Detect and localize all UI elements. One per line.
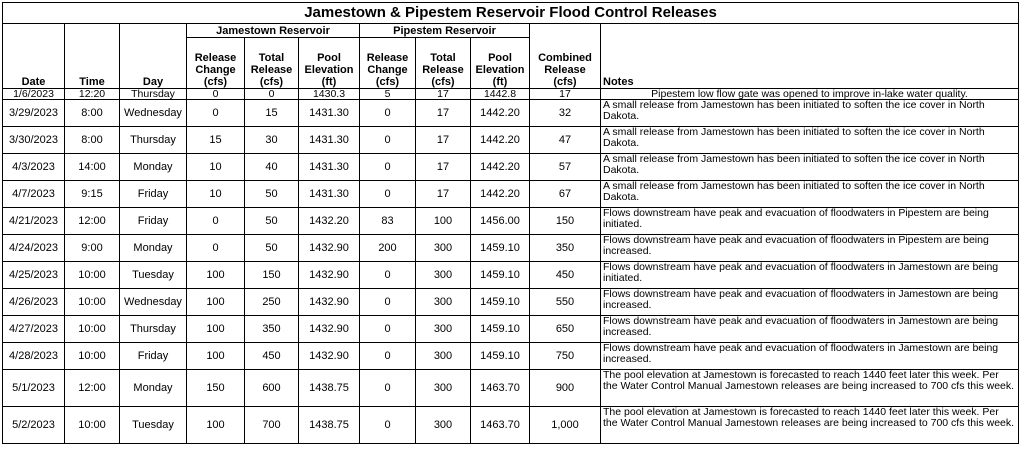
day-cell: Thursday [120,126,187,153]
notes-cell: A small release from Jamestown has been initiated to soften the ice cover in North Dakota. [601,180,1019,207]
notes-cell: The pool elevation at Jamestown is forecasted to reach 1440 feet later this week. Per the Water Control Manual Jamestown releases are being increased to 700 cfs this week. [601,406,1019,443]
jamestown-release-change-cell: 100 [187,288,245,315]
jamestown-group-header: Jamestown Reservoir [187,24,360,38]
jamestown-total-release-cell: 40 [245,153,299,180]
pipestem-pool-elevation-cell: 1463.70 [471,406,530,443]
notes-cell: Pipestem low flow gate was opened to improve in-lake water quality. [601,88,1019,99]
pipestem-release-change-cell: 0 [360,99,416,126]
pipestem-total-release-cell: 300 [416,406,471,443]
pipestem-total-release-cell: 17 [416,88,471,99]
jamestown-release-change-cell: 0 [187,207,245,234]
pipestem-release-change-cell: 0 [360,315,416,342]
pipestem-pool-elevation-header: Pool Elevation (ft) [471,38,530,89]
date-cell: 3/29/2023 [3,99,65,126]
jamestown-pool-elevation-header: Pool Elevation (ft) [299,38,360,89]
pipestem-total-release-cell: 17 [416,126,471,153]
time-header: Time [65,38,120,89]
combined-release-cell: 900 [530,369,601,406]
jamestown-total-release-cell: 50 [245,180,299,207]
jamestown-total-release-cell: 15 [245,99,299,126]
notes-cell: Flows downstream have peak and evacuation of floodwaters in Jamestown are being initiated. [601,261,1019,288]
jamestown-pool-elevation-cell: 1432.90 [299,288,360,315]
pipestem-pool-elevation-cell: 1442.20 [471,99,530,126]
day-cell: Monday [120,153,187,180]
jamestown-release-change-cell: 0 [187,99,245,126]
pipestem-release-change-header: Release Change (cfs) [360,38,416,89]
jamestown-pool-elevation-cell: 1431.30 [299,180,360,207]
notes-cell: Flows downstream have peak and evacuation of floodwaters in Pipestem are being initiated. [601,207,1019,234]
combined-release-cell: 650 [530,315,601,342]
pipestem-pool-elevation-cell: 1442.8 [471,88,530,99]
table-row [3,180,1019,207]
time-cell: 10:00 [65,261,120,288]
jamestown-release-change-cell: 150 [187,369,245,406]
table-row [3,315,1019,342]
jamestown-release-change-cell: 100 [187,406,245,443]
pipestem-total-release-cell: 100 [416,207,471,234]
jamestown-release-change-cell: 100 [187,315,245,342]
date-cell: 4/24/2023 [3,234,65,261]
jamestown-total-release-cell: 50 [245,234,299,261]
jamestown-release-change-cell: 10 [187,180,245,207]
day-cell: Friday [120,342,187,369]
pipestem-total-release-cell: 300 [416,315,471,342]
jamestown-pool-elevation-cell: 1432.90 [299,234,360,261]
jamestown-pool-elevation-cell: 1430.3 [299,88,360,99]
jamestown-pool-elevation-cell: 1431.30 [299,99,360,126]
date-cell: 1/6/2023 [3,88,65,99]
time-cell: 9:15 [65,180,120,207]
pipestem-total-release-cell: 300 [416,342,471,369]
day-cell: Monday [120,369,187,406]
table-row [3,207,1019,234]
pipestem-release-change-cell: 83 [360,207,416,234]
day-cell: Tuesday [120,406,187,443]
pipestem-total-release-cell: 300 [416,288,471,315]
date-cell: 4/26/2023 [3,288,65,315]
table-row [3,153,1019,180]
pipestem-release-change-cell: 0 [360,369,416,406]
jamestown-total-release-cell: 700 [245,406,299,443]
notes-cell: Flows downstream have peak and evacuation of floodwaters in Jamestown are being increased. [601,342,1019,369]
pipestem-pool-elevation-cell: 1456.00 [471,207,530,234]
time-cell: 12:20 [65,88,120,99]
day-cell: Wednesday [120,99,187,126]
day-cell: Tuesday [120,261,187,288]
notes-cell: The pool elevation at Jamestown is forecasted to reach 1440 feet later this week. Per the Water Control Manual Jamestown releases are being increased to 700 cfs this week. [601,369,1019,406]
pipestem-total-release-cell: 17 [416,180,471,207]
date-cell: 5/1/2023 [3,369,65,406]
pipestem-release-change-cell: 0 [360,261,416,288]
time-cell: 10:00 [65,315,120,342]
jamestown-total-release-cell: 250 [245,288,299,315]
time-cell: 12:00 [65,207,120,234]
date-cell: 4/27/2023 [3,315,65,342]
combined-release-cell: 150 [530,207,601,234]
notes-cell: A small release from Jamestown has been initiated to soften the ice cover in North Dakota. [601,99,1019,126]
combined-release-cell: 1,000 [530,406,601,443]
jamestown-pool-elevation-cell: 1432.90 [299,315,360,342]
date-cell: 4/7/2023 [3,180,65,207]
combined-release-cell: 57 [530,153,601,180]
pipestem-pool-elevation-cell: 1442.20 [471,180,530,207]
pipestem-total-release-cell: 17 [416,99,471,126]
notes-header: Notes [601,38,1019,89]
day-cell: Wednesday [120,288,187,315]
time-cell: 10:00 [65,406,120,443]
pipestem-total-release-cell: 300 [416,234,471,261]
flood-release-table [2,2,1019,444]
table-row [3,369,1019,406]
pipestem-release-change-cell: 0 [360,288,416,315]
jamestown-total-release-cell: 450 [245,342,299,369]
date-cell: 4/3/2023 [3,153,65,180]
jamestown-release-change-cell: 100 [187,261,245,288]
pipestem-release-change-cell: 0 [360,406,416,443]
pipestem-group-header: Pipestem Reservoir [360,24,530,38]
combined-release-cell: 450 [530,261,601,288]
pipestem-release-change-cell: 0 [360,342,416,369]
jamestown-pool-elevation-cell: 1438.75 [299,406,360,443]
table-row [3,406,1019,443]
day-cell: Friday [120,180,187,207]
time-cell: 9:00 [65,234,120,261]
day-cell: Thursday [120,315,187,342]
pipestem-release-change-cell: 5 [360,88,416,99]
table-row [3,234,1019,261]
pipestem-release-change-cell: 0 [360,153,416,180]
table-row [3,342,1019,369]
pipestem-pool-elevation-cell: 1459.10 [471,261,530,288]
jamestown-pool-elevation-cell: 1432.20 [299,207,360,234]
pipestem-pool-elevation-cell: 1463.70 [471,369,530,406]
notes-cell: Flows downstream have peak and evacuation of floodwaters in Pipestem are being increased. [601,234,1019,261]
time-cell: 12:00 [65,369,120,406]
jamestown-total-release-header: Total Release (cfs) [245,38,299,89]
date-cell: 4/28/2023 [3,342,65,369]
combined-release-cell: 17 [530,88,601,99]
pipestem-pool-elevation-cell: 1459.10 [471,315,530,342]
combined-release-cell: 550 [530,288,601,315]
date-header: Date [3,38,65,89]
time-cell: 8:00 [65,126,120,153]
pipestem-release-change-cell: 0 [360,126,416,153]
combined-release-cell: 750 [530,342,601,369]
jamestown-pool-elevation-cell: 1438.75 [299,369,360,406]
table-row [3,88,1019,99]
time-cell: 10:00 [65,288,120,315]
table-row [3,99,1019,126]
jamestown-release-change-cell: 0 [187,88,245,99]
notes-cell: Flows downstream have peak and evacuation of floodwaters in Jamestown are being increased. [601,315,1019,342]
jamestown-pool-elevation-cell: 1432.90 [299,342,360,369]
jamestown-release-change-cell: 0 [187,234,245,261]
jamestown-pool-elevation-cell: 1431.30 [299,126,360,153]
table-title: Jamestown & Pipestem Reservoir Flood Control Releases [3,3,1019,24]
table-row [3,126,1019,153]
jamestown-total-release-cell: 30 [245,126,299,153]
jamestown-total-release-cell: 350 [245,315,299,342]
combined-release-cell: 67 [530,180,601,207]
combined-release-cell: 47 [530,126,601,153]
pipestem-pool-elevation-cell: 1442.20 [471,153,530,180]
date-cell: 4/21/2023 [3,207,65,234]
notes-cell: Flows downstream have peak and evacuation of floodwaters in Jamestown are being increased. [601,288,1019,315]
day-cell: Thursday [120,88,187,99]
pipestem-total-release-header: Total Release (cfs) [416,38,471,89]
pipestem-pool-elevation-cell: 1459.10 [471,288,530,315]
date-cell: 3/30/2023 [3,126,65,153]
notes-cell: A small release from Jamestown has been initiated to soften the ice cover in North Dakota. [601,153,1019,180]
date-cell: 5/2/2023 [3,406,65,443]
table-row [3,288,1019,315]
time-cell: 14:00 [65,153,120,180]
pipestem-total-release-cell: 300 [416,369,471,406]
pipestem-release-change-cell: 0 [360,180,416,207]
time-cell: 10:00 [65,342,120,369]
pipestem-total-release-cell: 17 [416,153,471,180]
jamestown-total-release-cell: 150 [245,261,299,288]
notes-cell: A small release from Jamestown has been initiated to soften the ice cover in North Dakota. [601,126,1019,153]
table-row [3,261,1019,288]
pipestem-release-change-cell: 200 [360,234,416,261]
date-cell: 4/25/2023 [3,261,65,288]
jamestown-release-change-cell: 100 [187,342,245,369]
jamestown-release-change-cell: 10 [187,153,245,180]
jamestown-release-change-cell: 15 [187,126,245,153]
jamestown-total-release-cell: 0 [245,88,299,99]
jamestown-release-change-header: Release Change (cfs) [187,38,245,89]
pipestem-pool-elevation-cell: 1459.10 [471,234,530,261]
time-cell: 8:00 [65,99,120,126]
pipestem-pool-elevation-cell: 1442.20 [471,126,530,153]
day-cell: Monday [120,234,187,261]
pipestem-total-release-cell: 300 [416,261,471,288]
jamestown-pool-elevation-cell: 1432.90 [299,261,360,288]
jamestown-pool-elevation-cell: 1431.30 [299,153,360,180]
day-header: Day [120,38,187,89]
pipestem-pool-elevation-cell: 1459.10 [471,342,530,369]
combined-release-header: Combined Release (cfs) [530,38,601,89]
combined-release-cell: 32 [530,99,601,126]
day-cell: Friday [120,207,187,234]
combined-release-cell: 350 [530,234,601,261]
jamestown-total-release-cell: 600 [245,369,299,406]
jamestown-total-release-cell: 50 [245,207,299,234]
